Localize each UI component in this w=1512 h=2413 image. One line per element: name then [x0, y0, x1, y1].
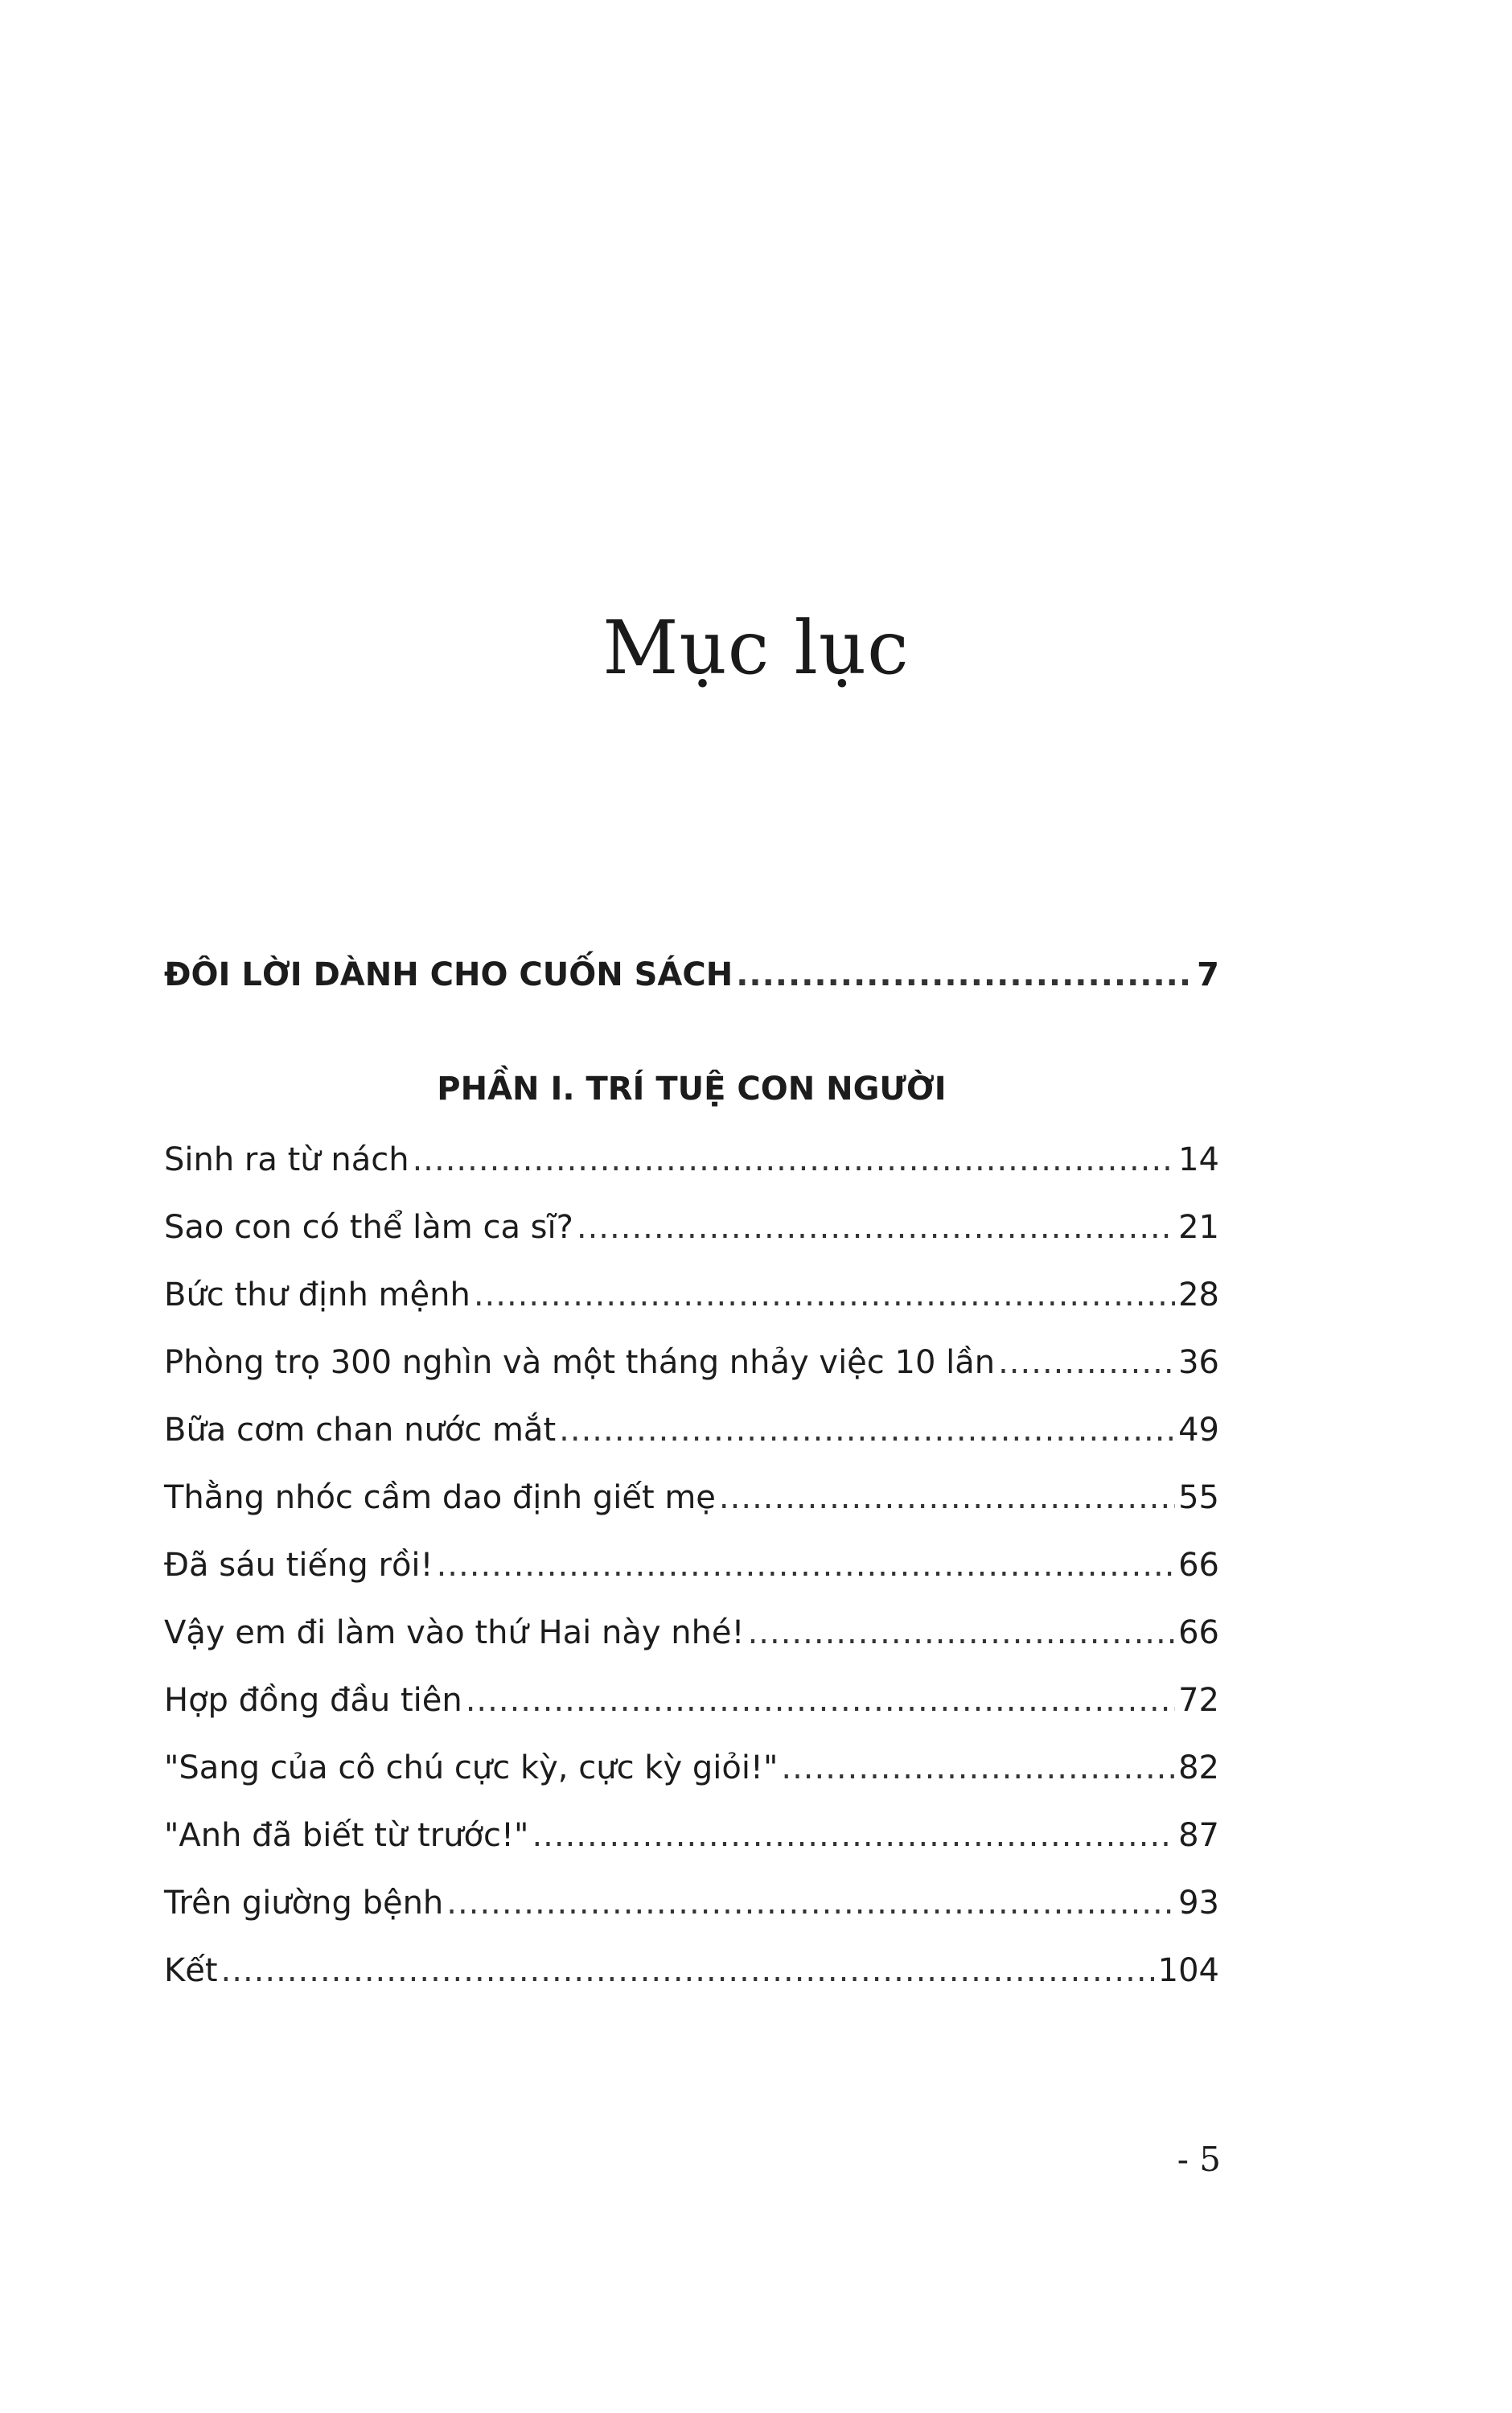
toc-entry-page: 82	[1178, 1749, 1219, 1786]
dot-leader	[446, 1869, 1175, 1937]
toc-entry	[164, 1126, 1219, 1194]
toc-entry	[164, 1667, 1219, 1734]
toc-entry-page: 7	[1197, 956, 1219, 993]
toc-entry	[164, 1599, 1219, 1667]
dot-leader	[577, 1194, 1175, 1261]
toc-entry-label: Kết	[164, 1952, 218, 1989]
section-heading: PHẦN I. TRÍ TUỆ CON NGƯỜI	[437, 1071, 947, 1108]
toc-entry-label: Phòng trọ 300 nghìn và một tháng nhảy việc 10 lần	[164, 1344, 996, 1381]
toc-entry-label: Hợp đồng đầu tiên	[164, 1682, 462, 1719]
toc-entry	[164, 1329, 1219, 1396]
toc-entry-page: 93	[1178, 1885, 1219, 1922]
toc-entry-label: Đã sáu tiếng rồi!	[164, 1547, 433, 1584]
page-number: - 5	[1177, 2140, 1221, 2179]
toc-entry-page: 72	[1178, 1682, 1219, 1719]
toc-entry-label: "Sang của cô chú cực kỳ, cực kỳ giỏi!"	[164, 1749, 779, 1786]
toc-entry-page: 14	[1178, 1141, 1219, 1178]
toc-entry	[164, 1802, 1219, 1869]
toc-entry-foreword	[164, 941, 1219, 1009]
toc-entry-label: Vậy em đi làm vào thứ Hai này nhé!	[164, 1614, 745, 1651]
toc-entry-label: Thằng nhóc cầm dao định giết mẹ	[164, 1479, 716, 1516]
toc-entry	[164, 1531, 1219, 1599]
table-of-contents	[164, 941, 1219, 2004]
dot-leader	[474, 1261, 1175, 1329]
toc-entry-page: 36	[1178, 1344, 1219, 1381]
toc-entry	[164, 1937, 1219, 2004]
toc-entry-page: 66	[1178, 1614, 1219, 1651]
toc-entry-label: ĐÔI LỜI DÀNH CHO CUỐN SÁCH	[164, 956, 733, 993]
dot-leader	[748, 1599, 1176, 1667]
dot-leader	[466, 1667, 1175, 1734]
toc-entry-label: Sao con có thể làm ca sĩ?	[164, 1209, 573, 1246]
toc-entry-label: Bức thư định mệnh	[164, 1276, 470, 1313]
toc-entry-page: 87	[1178, 1817, 1219, 1854]
toc-entry	[164, 1734, 1219, 1802]
dot-leader	[413, 1126, 1176, 1194]
toc-entry-page: 104	[1157, 1952, 1219, 1989]
toc-entry-page: 49	[1178, 1412, 1219, 1449]
dot-leader	[998, 1329, 1175, 1396]
dot-leader	[221, 1937, 1155, 2004]
dot-leader	[736, 941, 1194, 1009]
toc-entry	[164, 1396, 1219, 1464]
toc-entry-label: "Anh đã biết từ trước!"	[164, 1817, 529, 1854]
section-entries	[164, 1126, 1219, 2004]
dot-leader	[559, 1396, 1175, 1464]
toc-entry	[164, 1869, 1219, 1937]
dot-leader	[719, 1464, 1175, 1531]
page-title: Mục lục	[602, 605, 910, 691]
dot-leader	[437, 1531, 1176, 1599]
toc-entry-label: Trên giường bệnh	[164, 1885, 444, 1922]
toc-entry-label: Sinh ra từ nách	[164, 1141, 409, 1178]
toc-entry-page: 28	[1178, 1276, 1219, 1313]
dot-leader	[781, 1734, 1175, 1802]
toc-entry-page: 55	[1178, 1479, 1219, 1516]
dot-leader	[532, 1802, 1175, 1869]
toc-entry	[164, 1261, 1219, 1329]
toc-entry-page: 66	[1178, 1547, 1219, 1584]
toc-entry	[164, 1464, 1219, 1531]
toc-entry-page: 21	[1178, 1209, 1219, 1246]
toc-entry	[164, 1194, 1219, 1261]
toc-entry-label: Bữa cơm chan nước mắt	[164, 1412, 557, 1449]
